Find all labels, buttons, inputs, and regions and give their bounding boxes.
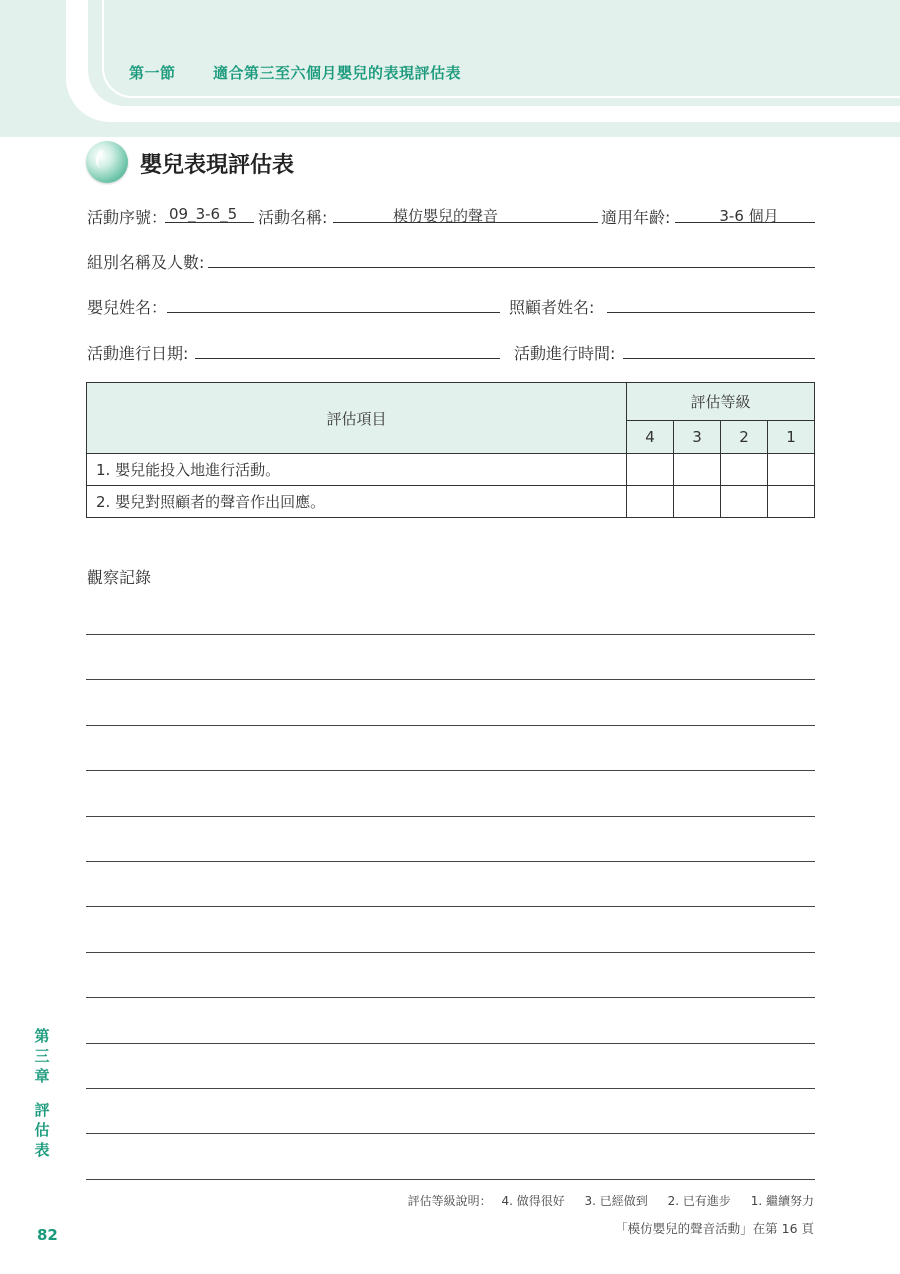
time-line[interactable] <box>623 358 815 359</box>
chapter-char: 表 <box>34 1141 50 1159</box>
date-line[interactable] <box>195 358 500 359</box>
legend-item: 3. 已經做到 <box>584 1194 648 1208</box>
chapter-side-label <box>33 1026 51 1160</box>
observation-line[interactable] <box>86 997 815 998</box>
chapter-spacer <box>33 1086 51 1100</box>
rating-cell[interactable] <box>674 486 721 518</box>
observation-label: 觀察記錄 <box>87 568 152 587</box>
chapter-char: 章 <box>34 1067 50 1085</box>
observation-line[interactable] <box>86 1179 815 1180</box>
rating-cell[interactable] <box>627 454 674 486</box>
date-label: 活動進行日期: <box>87 344 189 363</box>
infant-name-label: 嬰兒姓名： <box>87 298 168 317</box>
activity-no-value: 09_3-6_5 <box>169 205 238 223</box>
chapter-char: 三 <box>34 1047 50 1065</box>
age-value: 3-6 個月 <box>719 207 779 225</box>
observation-line[interactable] <box>86 1088 815 1089</box>
observation-line[interactable] <box>86 906 815 907</box>
rating-cell[interactable] <box>768 454 815 486</box>
activity-no-label: 活動序號： <box>87 208 168 227</box>
form-title: 嬰兒表現評估表 <box>140 153 295 178</box>
observation-line[interactable] <box>86 1133 815 1134</box>
activity-name-label: 活動名稱: <box>258 208 328 227</box>
item-text: 1. 嬰兒能投入地進行活動。 <box>87 454 627 486</box>
section-title: 適合第三至六個月嬰兒的表現評估表 <box>213 64 462 82</box>
level-header: 評估等級 <box>627 383 815 421</box>
level-3-header: 3 <box>674 421 721 454</box>
rating-legend <box>408 1192 814 1209</box>
legend-item: 2. 已有進步 <box>667 1194 731 1208</box>
chapter-char: 第 <box>34 1027 50 1045</box>
level-4-header: 4 <box>627 421 674 454</box>
observation-line[interactable] <box>86 861 815 862</box>
observation-line[interactable] <box>86 816 815 817</box>
rating-cell[interactable] <box>674 454 721 486</box>
caregiver-name-label: 照顧者姓名: <box>509 298 595 317</box>
level-2-header: 2 <box>721 421 768 454</box>
evaluation-table <box>86 382 815 518</box>
rating-cell[interactable] <box>627 486 674 518</box>
level-1-header: 1 <box>768 421 815 454</box>
infant-name-line[interactable] <box>167 312 500 313</box>
rating-cell[interactable] <box>768 486 815 518</box>
page-reference: 「模仿嬰兒的聲音活動」在第 16 頁 <box>615 1221 814 1236</box>
observation-line[interactable] <box>86 1043 815 1044</box>
rating-cell[interactable] <box>721 454 768 486</box>
item-header: 評估項目 <box>87 383 627 454</box>
group-label: 組別名稱及人數: <box>87 253 205 272</box>
item-text: 2. 嬰兒對照顧者的聲音作出回應。 <box>87 486 627 518</box>
bubble-icon <box>86 141 128 183</box>
group-line[interactable] <box>208 267 815 268</box>
observation-line[interactable] <box>86 952 815 953</box>
section-label: 第一節 <box>129 64 176 82</box>
rating-cell[interactable] <box>721 486 768 518</box>
observation-line[interactable] <box>86 634 815 635</box>
observation-line[interactable] <box>86 770 815 771</box>
page-number: 82 <box>37 1226 58 1244</box>
time-label: 活動進行時間: <box>514 344 616 363</box>
observation-line[interactable] <box>86 679 815 680</box>
observation-line[interactable] <box>86 725 815 726</box>
legend-item: 4. 做得很好 <box>501 1194 565 1208</box>
chapter-char: 估 <box>34 1121 50 1139</box>
caregiver-name-line[interactable] <box>607 312 815 313</box>
legend-title: 評估等級說明： <box>407 1194 492 1208</box>
chapter-char: 評 <box>34 1101 50 1119</box>
age-label: 適用年齡: <box>601 208 671 227</box>
table-row <box>87 454 815 486</box>
header-decoration-line <box>102 0 900 98</box>
legend-item: 1. 繼續努力 <box>750 1194 814 1208</box>
table-row <box>87 486 815 518</box>
activity-name-value: 模仿嬰兒的聲音 <box>392 207 498 225</box>
